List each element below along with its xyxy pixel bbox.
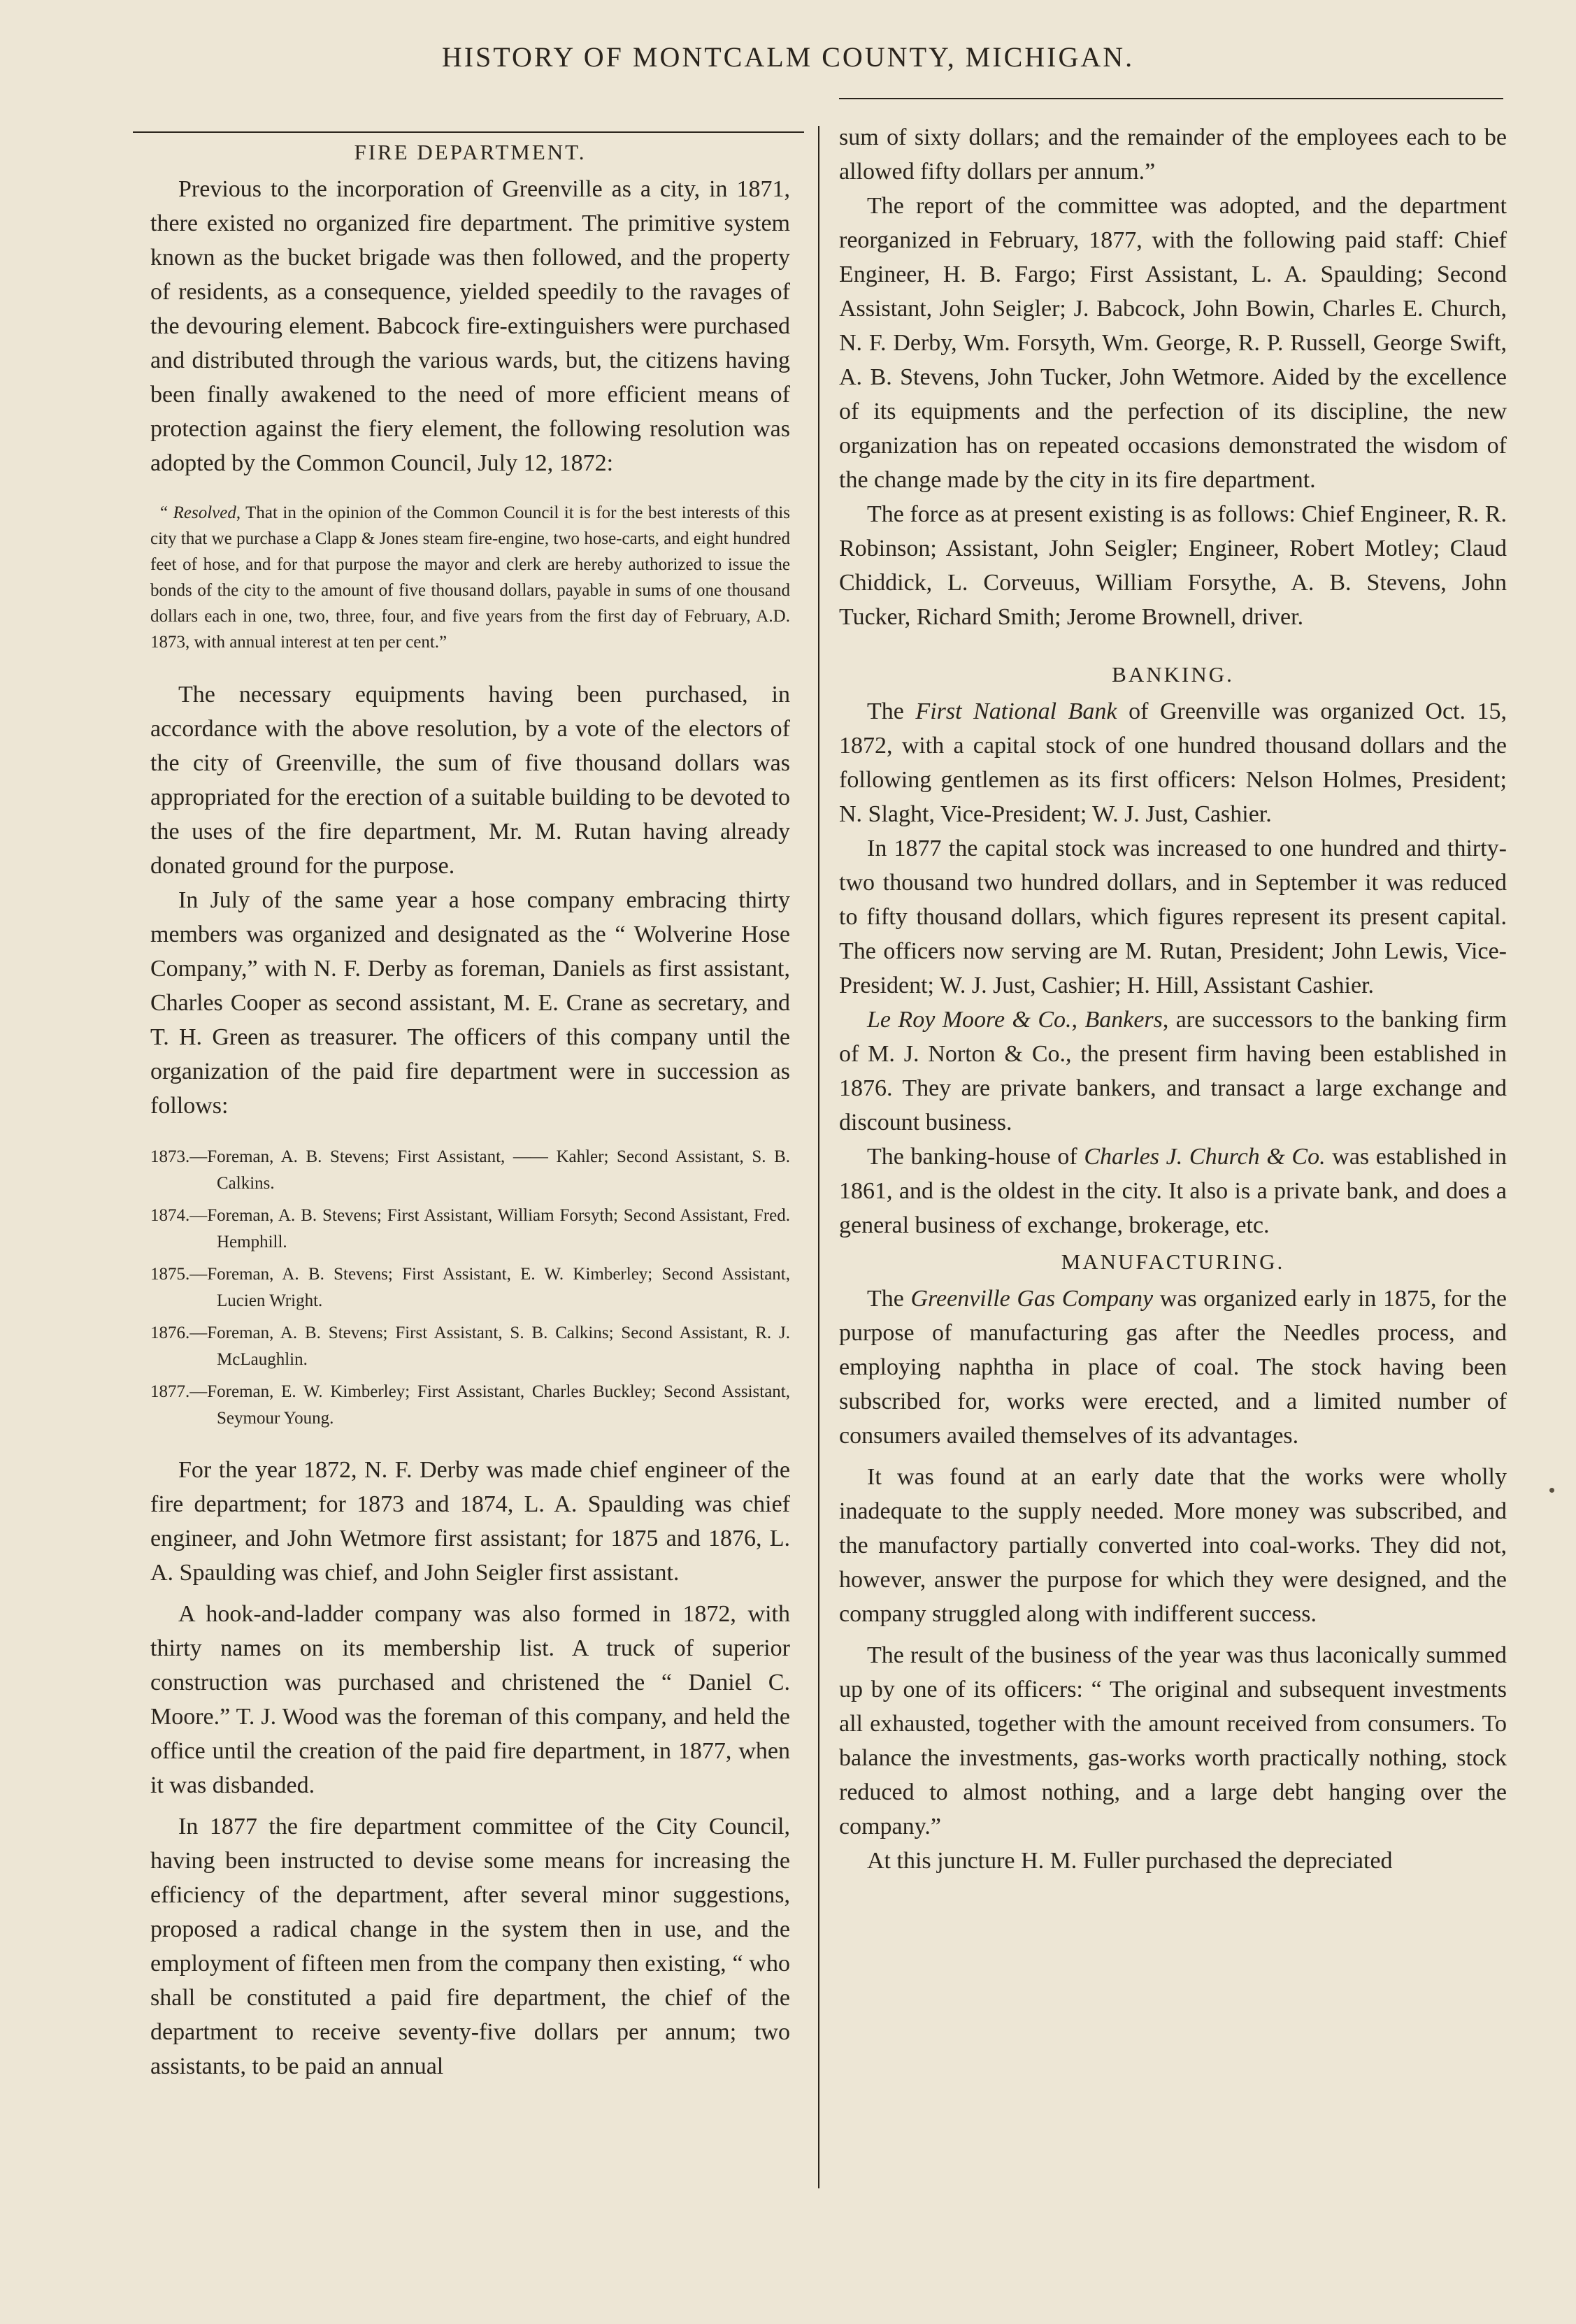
bank-p4-lead: The banking-house of — [867, 1144, 1084, 1170]
bank-p3-body: , are successors to the banking firm of M. J. Norton & Co., the present firm having been established in 1876. They are private bankers, and transact a large exchange and discount business. — [839, 1007, 1507, 1135]
bank-p1-body: of Greenville was organized Oct. 15, 1872, with a capital stock of one hundred thousand dollars and the following gentlemen as its first officers: Nelson Holmes, President; N. Slaght, Vice-President; W. J. Just, Cashier. — [839, 698, 1507, 827]
fire-paragraph-2: The necessary equipments having been purchased, in accordance with the above resolution, by a vote of the electors of the city of Greenville, the sum of five thousand dollars was appropriated for the erection of a suitable building to be devoted to the uses of the fire department, Mr. M. Rutan having already donated ground for the purpose. — [150, 682, 790, 879]
bank-p4-body: was established in 1861, and is the oldest in the city. It also is a private bank, and does a general business of exchange, brokerage, etc. — [839, 1144, 1507, 1238]
bank-name-first-national: First National Bank — [915, 698, 1117, 724]
mfg-p1-lead: The — [867, 1286, 911, 1312]
officers-1874: 1874.—Foreman, A. B. Stevens; First Assistant, William Forsyth; Second Assistant, Fred. Hemphill. — [150, 1206, 790, 1251]
resolution-open-quote: “ — [160, 503, 173, 522]
fire-paragraph-7: The report of the committee was adopted, and the department reorganized in February, 1877, with the following paid staff: Chief Engineer, H. B. Fargo; First Assistant, L. A. Spaulding; Second Assistant, John Seigler; J. Babcock, John Bowin, Charles E. Church, N. F. Derby, Wm. Forsyth, Wm. George, R. P. Russell, George Swift, A. B. Stevens, John Tucker, John Wetmore. Aided by the excellence of its equipments and the perfection of its discipline, the new organization has on repeated occasions demonstrated the wisdom of the change made by the city in its fire department. — [839, 193, 1507, 493]
officers-1877: 1877.—Foreman, E. W. Kimberley; First Assistant, Charles Buckley; Second Assistant, Seymour Young. — [150, 1382, 790, 1428]
fire-paragraph-6-continued: sum of sixty dollars; and the remainder of the employees each to be allowed fifty dollars per annum.” — [839, 124, 1507, 185]
manufacturing-paragraph-4: At this juncture H. M. Fuller purchased the depreciated — [867, 1848, 1393, 1874]
bank-p1-lead: The — [867, 698, 916, 724]
left-column — [150, 133, 790, 2083]
fire-paragraph-4: For the year 1872, N. F. Derby was made chief engineer of the fire department; for 1873 and 1874, L. A. Spaulding was chief engineer, and John Wetmore first assistant; for 1875 and 1876, L. A. Spaulding was chief, and John Seigler first assistant. — [150, 1457, 790, 1586]
officers-1875: 1875.—Foreman, A. B. Stevens; First Assistant, E. W. Kimberley; Second Assistant, Lucien Wright. — [150, 1265, 790, 1310]
company-name-greenville-gas: Greenville Gas Company — [910, 1286, 1154, 1312]
officers-1873: 1873.—Foreman, A. B. Stevens; First Assistant, —— Kahler; Second Assistant, S. B. Calkins. — [150, 1147, 790, 1193]
running-title: HISTORY OF MONTCALM COUNTY, MICHIGAN. — [441, 41, 1135, 73]
banking-paragraph-4 — [839, 1140, 1507, 1242]
banking-paragraph-3 — [839, 1003, 1507, 1140]
section-heading-banking: BANKING. — [1112, 662, 1234, 687]
manufacturing-paragraph-2: It was found at an early date that the works were wholly inadequate to the supply needed. More money was subscribed, and the manufactory partially converted into coal-works. They did not, however, answer the purpose for which they were designed, and the company struggled along with indifferent success. — [839, 1464, 1507, 1627]
resolution-quote — [150, 500, 790, 655]
resolution-word: Resolved — [173, 503, 236, 522]
bank-name-church: Charles J. Church & Co. — [1084, 1144, 1326, 1170]
header-rule-right — [839, 98, 1503, 99]
officers-1876: 1876.—Foreman, A. B. Stevens; First Assistant, S. B. Calkins; Second Assistant, R. J. McLaughlin. — [150, 1324, 790, 1369]
right-column — [839, 120, 1507, 1878]
banking-paragraph-2: In 1877 the capital stock was increased to one hundred and thirty-two thousand two hundred dollars, and in September it was reduced to fifty thousand dollars, which figures represent its present capital. The officers now serving are M. Rutan, President; John Lewis, Vice-President; W. J. Just, Cashier; H. Hill, Assistant Cashier. — [839, 835, 1507, 998]
column-separator — [818, 126, 819, 2188]
section-heading-manufacturing: MANUFACTURING. — [1061, 1249, 1285, 1274]
bank-name-le-roy-moore: Le Roy Moore & Co., Bankers — [867, 1007, 1163, 1033]
fire-paragraph-6: In 1877 the fire department committee of the City Council, having been instructed to devise some means for increasing the efficiency of the department, after several minor suggestions, proposed a radical change in the system then in use, and the employment of fifteen men from the company then existing, “ who shall be constituted a paid fire department, the chief of the department to receive seventy-five dollars per annum; two assistants, to be paid an annual — [150, 1814, 790, 2079]
section-heading-fire-department: FIRE DEPARTMENT. — [354, 140, 587, 164]
banking-paragraph-1 — [839, 694, 1507, 831]
hose-company-officers-list — [150, 1144, 790, 1432]
manufacturing-paragraph-3: The result of the business of the year was thus laconically summed up by one of its officers: “ The original and subsequent investments all exhausted, together with the amount received from consumers. To balance the investments, gas-works worth practically nothing, stock reduced to almost nothing, and a large debt hanging over the company.” — [839, 1642, 1507, 1839]
fire-paragraph-3: In July of the same year a hose company embracing thirty members was organized and designated as the “ Wolverine Hose Company,” with N. F. Derby as foreman, Daniels as first assistant, Charles Cooper as second assistant, M. E. Crane as secretary, and T. H. Green as treasurer. The officers of this company until the organization of the paid fire department were in succession as follows: — [150, 887, 790, 1119]
fire-paragraph-5: A hook-and-ladder company was also formed in 1872, with thirty names on its membership list. A truck of superior construction was purchased and christened the “ Daniel C. Moore.” T. J. Wood was the foreman of this company, and held the office until the creation of the paid fire department, in 1877, when it was disbanded. — [150, 1601, 790, 1798]
resolution-text: , That in the opinion of the Common Council it is for the best interests of this city that we purchase a Clapp & Jones steam fire-engine, two hose-carts, and eight hundred feet of hose, and for that purpose the mayor and clerk are hereby authorized to issue the bonds of the city to the amount of five thousand dollars, payable in sums of one thousand dollars each in one, two, three, four, and five years from the first day of February, A.D. 1873, with annual interest at ten per cent.” — [150, 503, 790, 652]
manufacturing-paragraph-1 — [839, 1282, 1507, 1453]
fire-paragraph-1: Previous to the incorporation of Greenville as a city, in 1871, there existed no organized fire department. The primitive system known as the bucket brigade was then followed, and the property of residents, as a consequence, yielded speedily to the ravages of the devouring element. Babcock fire-extinguishers were purchased and distributed through the various wards, but, the citizens having been finally awakened to the need of more efficient means of protection against the fiery element, the following resolution was adopted by the Common Council, July 12, 1872: — [150, 176, 790, 476]
fire-paragraph-8: The force as at present existing is as follows: Chief Engineer, R. R. Robinson; Assistant, John Seigler; Engineer, Robert Motley; Claud Chiddick, L. Corveuus, William Forsythe, A. B. Stevens, John Tucker, Richard Smith; Jerome Brownell, driver. — [839, 501, 1507, 630]
paper-speck — [1549, 1488, 1554, 1493]
mfg-p1-body: was organized early in 1875, for the purpose of manufacturing gas after the Needles process, and employing naphtha in place of coal. The stock having been subscribed for, works were erected, and a limited number of consumers availed themselves of its advantages. — [839, 1286, 1507, 1449]
